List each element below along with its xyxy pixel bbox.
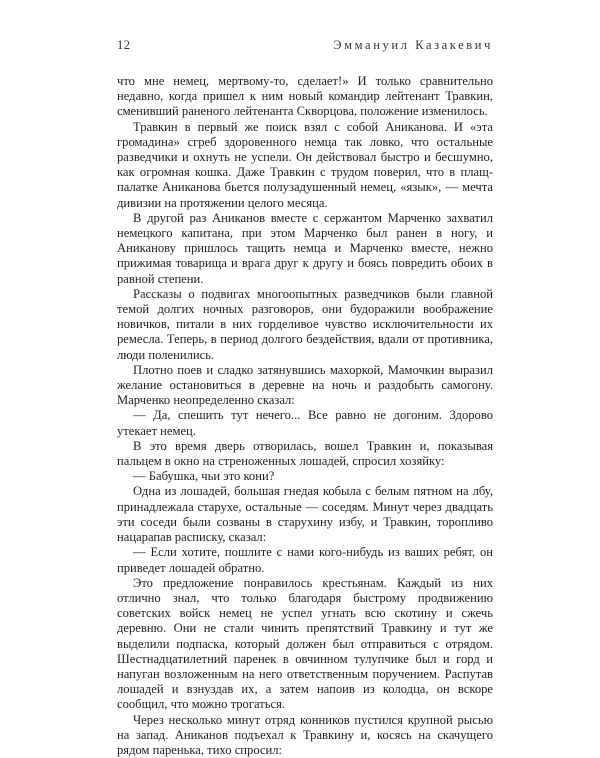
paragraph: Рассказы о подвигах многоопытных разведчиков были главной темой долгих ночных разговоров, они будоражили воображение новичков, питали в них горделивое чувство исключительности их ремесла. Теперь, в период долгого бездействия, вдали от противника, люди поленились.: [117, 286, 493, 362]
paragraph: Это предложение понравилось крестьянам. Каждый из них отлично знал, что только благодаря быстрому продвижению советских войск немец не успел угнать всю скотину и сжечь деревню. Они не стали чинить препятствий Травкину и тут же выделили подпаска, который должен был отправиться с отрядом. Шестнадцатилетний паренек в овчинном тулупчике был и горд и напуган возложенным на него ответственным поручением. Распутав лошадей и взнуздав их, а затем напоив из колодца, он вскоре сообщил, что можно трогаться.: [117, 575, 493, 712]
paragraph: Одна из лошадей, большая гнедая кобыла с белым пятном на лбу, принадлежала старухе, остальные — соседям. Минут через двадцать эти соседи были созваны в старухину избу, и Травкин, торопливо нацарапав расписку, сказал:: [117, 484, 493, 545]
running-title: Эммануил Казакевич: [333, 38, 493, 52]
paragraph: Травкин в первый же поиск взял с собой Аниканова. И «эта громадина» сгреб здоровенного немца так ловко, что остальные разведчики и охнуть не успели. Он действовал быстро и бесшумно, как огромная кошка. Даже Травкин с трудом поверил, что в плащ-палатке Аниканова бьется полузадушенный немец, «язык», — мечта дивизии на протяжении целого месяца.: [117, 119, 493, 210]
paragraph: Плотно поев и сладко затянувшись махоркой, Мамочкин выразил желание остановиться в деревне на ночь и раздобыть самогону. Марченко неопределенно сказал:: [117, 362, 493, 408]
paragraph: — Если хотите, пошлите с нами кого-нибудь из ваших ребят, он приведет лошадей обратно.: [117, 545, 493, 575]
paragraph: — Бабушка, чьи это кони?: [133, 469, 275, 484]
book-page: [117, 38, 493, 758]
running-header: [117, 38, 493, 54]
paragraph: что мне немец, мертвому-то, сделает!» И только сравнительно недавно, когда пришел к ним новый командир лейтенант Травкин, сменивший раненого лейтенанта Скворцова, положение изменилось.: [117, 74, 493, 119]
body-text: [117, 74, 493, 758]
paragraph: — Да, спешить тут нечего... Все равно не догоним. Здорово утекает немец.: [117, 408, 493, 438]
paragraph: В другой раз Аниканов вместе с сержантом Марченко захватил немецкого капитана, при этом Марченко был ранен в ногу, и Аниканову пришлось тащить немца и Марченко вместе, нежно прижимая товарища и врага друг к другу и боясь повредить обоих в равной степени.: [117, 210, 493, 286]
page-number: 12: [117, 38, 131, 52]
paragraph: В это время дверь отворилась, вошел Травкин и, показывая пальцем в окно на стреноженных лошадей, спросил хозяйку:: [117, 438, 493, 469]
paragraph: Через несколько минут отряд конников пустился крупной рысью на запад. Аниканов подъехал к Травкину и, косясь на скачущего рядом паренька, тихо спросил:: [117, 712, 493, 757]
